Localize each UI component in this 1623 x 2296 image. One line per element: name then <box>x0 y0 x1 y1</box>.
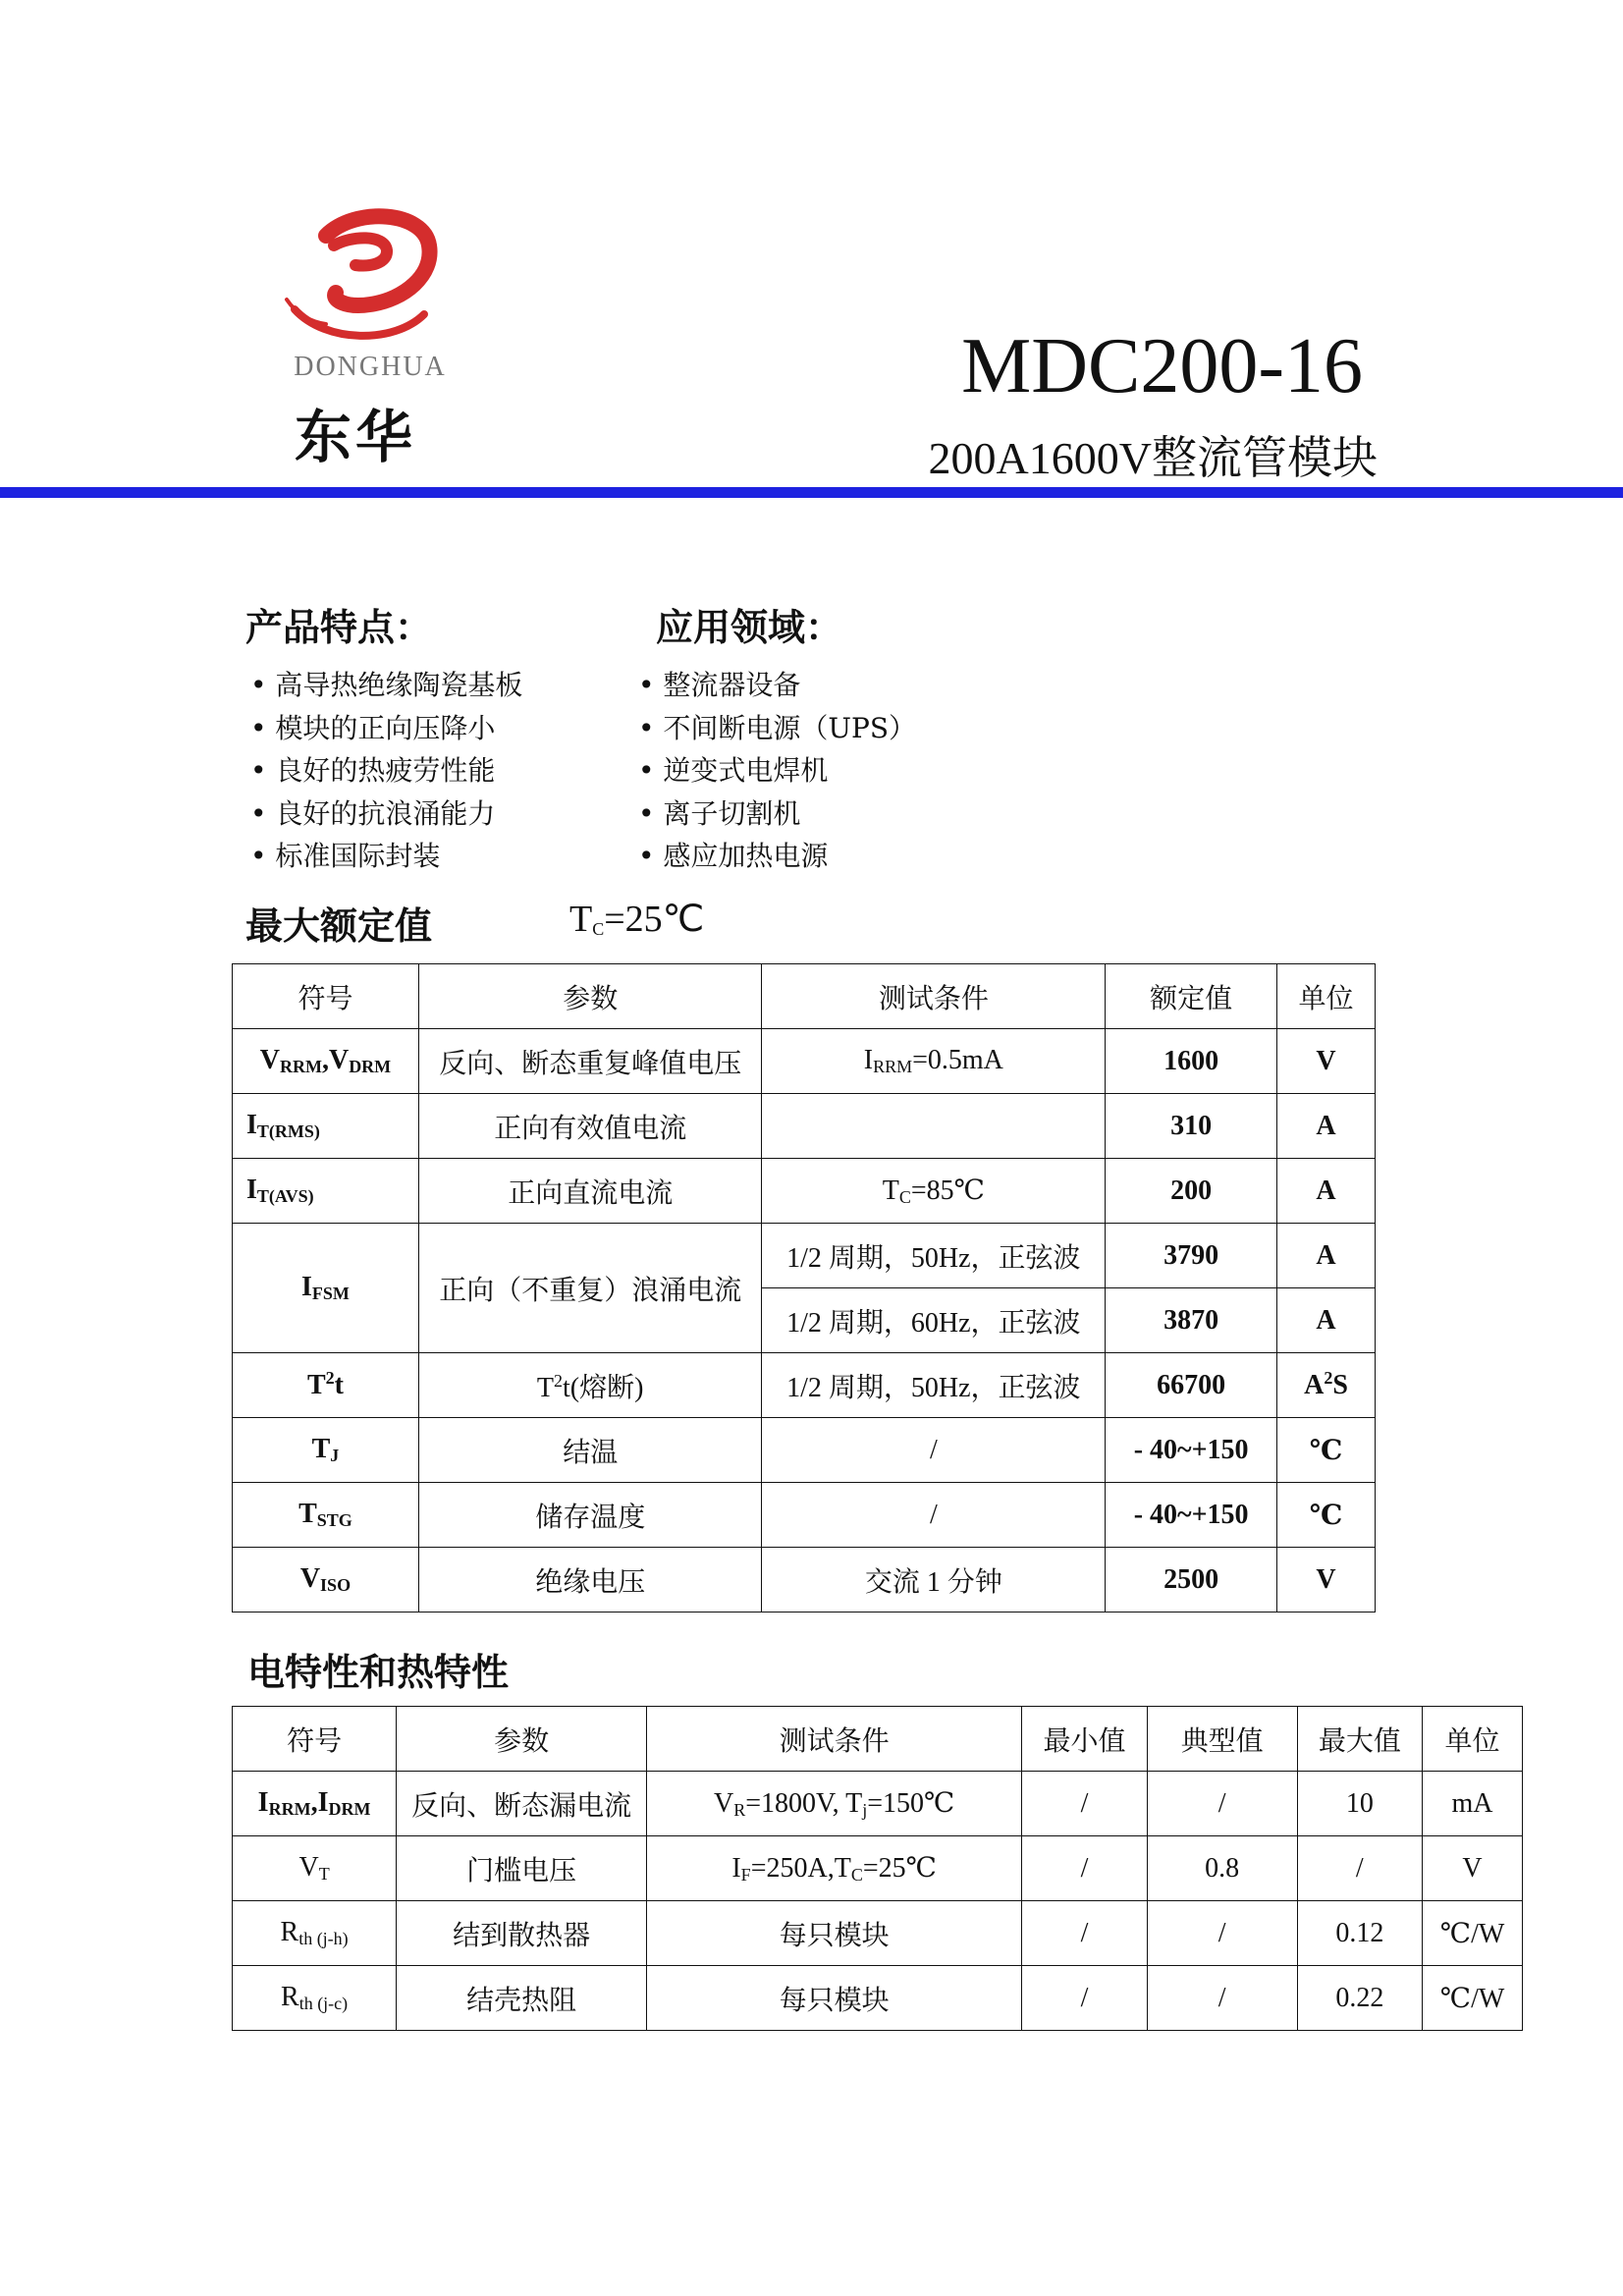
brand-english: DONGHUA <box>294 352 447 382</box>
condition-cell: 交流 1 分钟 <box>762 1548 1106 1613</box>
value-cell: 66700 <box>1106 1353 1277 1418</box>
param-cell: $T^2t$(熔断) <box>418 1353 762 1418</box>
table-row <box>233 1836 1523 1901</box>
symbol-cell: $T^2t$ <box>233 1353 419 1418</box>
table-row <box>233 1224 1376 1288</box>
list-item: • 离子切割机 <box>638 793 916 836</box>
list-item: • 良好的热疲劳性能 <box>250 749 522 793</box>
param-cell: 反向、断态重复峰值电压 <box>418 1029 762 1094</box>
table-header: 单位 <box>1423 1707 1523 1772</box>
param-cell: 正向有效值电流 <box>418 1094 762 1159</box>
unit-cell: ℃ <box>1277 1418 1376 1483</box>
list-item: • 感应加热电源 <box>638 835 916 878</box>
max-cell: 0.12 <box>1297 1901 1422 1966</box>
symbol-cell: $R_{th (j-c)}$ <box>233 1966 397 2031</box>
symbol-cell: $I_{FSM}$ <box>233 1224 419 1353</box>
min-cell: / <box>1022 1836 1147 1901</box>
symbol-cell: $V_{ISO}$ <box>233 1548 419 1613</box>
header-divider <box>0 487 1623 498</box>
unit-cell: A <box>1277 1094 1376 1159</box>
features-title: 产品特点： <box>245 606 433 649</box>
table-row <box>233 1901 1523 1966</box>
unit-cell: ℃/W <box>1423 1966 1523 2031</box>
max-cell: / <box>1297 1836 1422 1901</box>
condition-cell: $I_{RRM}=0.5mA$ <box>762 1029 1106 1094</box>
condition-cell: 1/2 周期，50Hz，正弦波 <box>762 1224 1106 1288</box>
param-cell: 反向、断态漏电流 <box>397 1772 647 1836</box>
list-item: • 标准国际封装 <box>250 835 522 878</box>
product-subtitle: 200A1600V整流管模块 <box>928 433 1378 483</box>
param-cell: 正向直流电流 <box>418 1159 762 1224</box>
unit-cell: V <box>1423 1836 1523 1901</box>
symbol-cell: $T_J$ <box>233 1418 419 1483</box>
applications-title: 应用领域： <box>656 606 843 649</box>
table-header: 最大值 <box>1297 1707 1422 1772</box>
unit-cell: ℃ <box>1277 1483 1376 1548</box>
table-row <box>233 1483 1376 1548</box>
param-cell: 结温 <box>418 1418 762 1483</box>
value-cell: - 40~+150 <box>1106 1483 1277 1548</box>
typ-cell: / <box>1147 1901 1297 1966</box>
table-row <box>233 1029 1376 1094</box>
table-header: 参数 <box>418 964 762 1029</box>
min-cell: / <box>1022 1966 1147 2031</box>
condition-cell: / <box>762 1418 1106 1483</box>
table-row <box>233 1418 1376 1483</box>
list-item: • 良好的抗浪涌能力 <box>250 793 522 836</box>
condition-cell <box>762 1094 1106 1159</box>
table-row <box>233 1094 1376 1159</box>
unit-cell: A <box>1277 1288 1376 1353</box>
table-header: 单位 <box>1277 964 1376 1029</box>
table-header: 最小值 <box>1022 1707 1147 1772</box>
table-row <box>233 1159 1376 1224</box>
table-header-row <box>233 964 1376 1029</box>
value-cell: - 40~+150 <box>1106 1418 1277 1483</box>
condition-cell: / <box>762 1483 1106 1548</box>
typ-cell: 0.8 <box>1147 1836 1297 1901</box>
condition-cell: 1/2 周期，50Hz，正弦波 <box>762 1353 1106 1418</box>
value-cell: 3870 <box>1106 1288 1277 1353</box>
donghua-logo-icon <box>277 206 463 354</box>
unit-cell: $A^2S$ <box>1277 1353 1376 1418</box>
table-header: 额定值 <box>1106 964 1277 1029</box>
value-cell: 2500 <box>1106 1548 1277 1613</box>
table-header-row <box>233 1707 1523 1772</box>
value-cell: 3790 <box>1106 1224 1277 1288</box>
unit-cell: ℃/W <box>1423 1901 1523 1966</box>
table-header: 符号 <box>233 1707 397 1772</box>
typ-cell: / <box>1147 1772 1297 1836</box>
unit-cell: mA <box>1423 1772 1523 1836</box>
symbol-cell: $T_{STG}$ <box>233 1483 419 1548</box>
min-cell: / <box>1022 1772 1147 1836</box>
unit-cell: V <box>1277 1548 1376 1613</box>
condition-cell: 每只模块 <box>647 1901 1022 1966</box>
table-header: 典型值 <box>1147 1707 1297 1772</box>
applications-list <box>638 664 916 878</box>
condition-cell: 每只模块 <box>647 1966 1022 2031</box>
max-ratings-table <box>232 963 1376 1613</box>
model-number: MDC200-16 <box>961 323 1363 410</box>
table-row <box>233 1548 1376 1613</box>
typ-cell: / <box>1147 1966 1297 2031</box>
unit-cell: A <box>1277 1159 1376 1224</box>
features-list <box>250 664 522 878</box>
unit-cell: A <box>1277 1224 1376 1288</box>
electrical-title: 电特性和热特性 <box>247 1651 510 1694</box>
max-ratings-title: 最大额定值 <box>245 904 433 948</box>
condition-cell: 1/2 周期，60Hz，正弦波 <box>762 1288 1106 1353</box>
param-cell: 门槛电压 <box>397 1836 647 1901</box>
symbol-cell: $V_{RRM},V_{DRM}$ <box>233 1029 419 1094</box>
unit-cell: V <box>1277 1029 1376 1094</box>
param-cell: 储存温度 <box>418 1483 762 1548</box>
symbol-cell: $I_{T(AVS)}$ <box>233 1159 419 1224</box>
max-ratings-condition: $T_C=25℃$ <box>569 899 705 940</box>
symbol-cell: $R_{th (j-h)}$ <box>233 1901 397 1966</box>
table-header: 符号 <box>233 964 419 1029</box>
list-item: • 整流器设备 <box>638 664 916 707</box>
table-row <box>233 1353 1376 1418</box>
list-item: • 不间断电源（UPS） <box>638 707 916 750</box>
symbol-cell: $V_T$ <box>233 1836 397 1901</box>
min-cell: / <box>1022 1901 1147 1966</box>
param-cell: 绝缘电压 <box>418 1548 762 1613</box>
electrical-table <box>232 1706 1523 2031</box>
param-cell: 结壳热阻 <box>397 1966 647 2031</box>
table-row <box>233 1772 1523 1836</box>
list-item: • 模块的正向压降小 <box>250 707 522 750</box>
table-header: 测试条件 <box>647 1707 1022 1772</box>
list-item: • 逆变式电焊机 <box>638 749 916 793</box>
table-header: 参数 <box>397 1707 647 1772</box>
value-cell: 310 <box>1106 1094 1277 1159</box>
list-item: • 高导热绝缘陶瓷基板 <box>250 664 522 707</box>
param-cell: 正向（不重复）浪涌电流 <box>418 1224 762 1353</box>
symbol-cell: $I_{T(RMS)}$ <box>233 1094 419 1159</box>
condition-cell: $I_F=250A,T_C=25℃$ <box>647 1836 1022 1901</box>
table-row <box>233 1966 1523 2031</box>
param-cell: 结到散热器 <box>397 1901 647 1966</box>
value-cell: 200 <box>1106 1159 1277 1224</box>
condition-cell: $V_R=1800V$, $T_j=150℃$ <box>647 1772 1022 1836</box>
condition-cell: $T_C=85℃$ <box>762 1159 1106 1224</box>
value-cell: 1600 <box>1106 1029 1277 1094</box>
max-cell: 10 <box>1297 1772 1422 1836</box>
max-cell: 0.22 <box>1297 1966 1422 2031</box>
table-header: 测试条件 <box>762 964 1106 1029</box>
brand-chinese: 东华 <box>295 404 417 470</box>
symbol-cell: $I_{RRM},I_{DRM}$ <box>233 1772 397 1836</box>
